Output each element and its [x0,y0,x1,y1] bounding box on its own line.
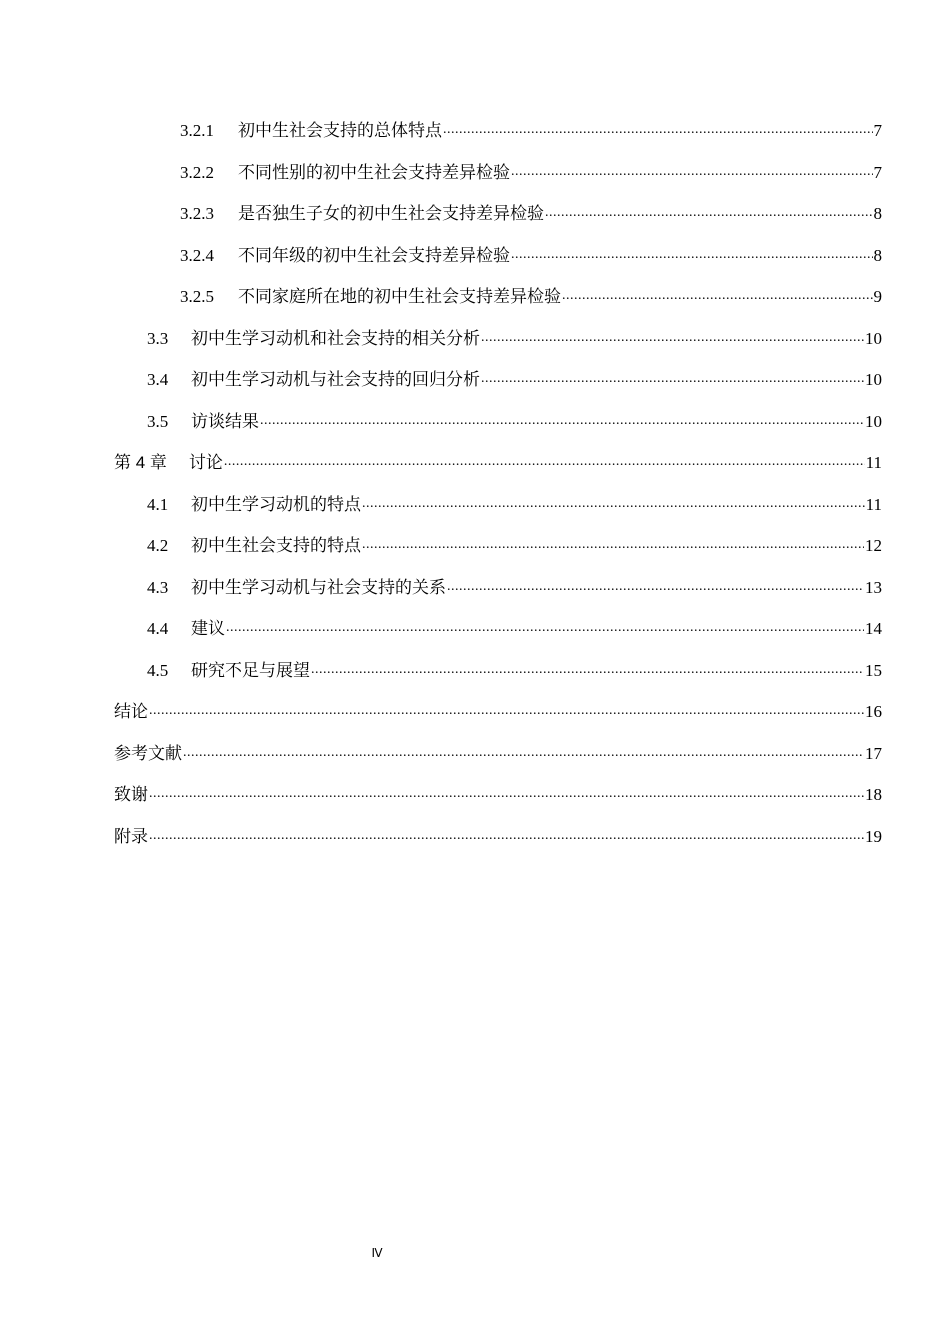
toc-entry-number: 第 4 章 [114,453,167,472]
dot-leader [481,316,864,359]
toc-entry-page: 7 [873,121,882,140]
toc-entry-3-4[interactable] [114,359,882,401]
toc-entry-page: 7 [873,162,882,182]
toc-entry-3-2-1[interactable] [114,110,882,152]
dot-leader [511,150,873,193]
toc-entry-page: 14 [865,619,882,638]
toc-entry-4-1[interactable] [114,484,882,526]
toc-entry-number: 3.2.4 [180,245,214,265]
toc-entry-page: 17 [865,743,882,763]
dot-leader [224,440,865,483]
toc-entry-number: 3.2.3 [180,204,214,223]
toc-entry-number: 3.5 [147,411,169,431]
toc-entry-appendix[interactable] [114,816,882,858]
toc-entry-references[interactable] [114,733,882,775]
toc-entry-title: 初中生学习动机与社会支持的回归分析 [191,370,480,390]
toc-entry-page: 11 [865,494,882,514]
toc-entry-page: 9 [873,287,882,306]
dot-leader [511,233,873,276]
toc-entry-number: 4.2 [147,536,169,555]
toc-entry-title: 研究不足与展望 [191,660,310,681]
toc-entry-page: 10 [865,411,882,431]
toc-entry-title: 建议 [191,619,225,639]
toc-entry-page: 10 [865,370,882,389]
toc-entry-title: 不同家庭所在地的初中生社会支持差异检验 [238,287,561,307]
dot-leader [443,108,873,151]
toc-entry-number: 3.2.2 [180,162,214,182]
dot-leader [362,523,864,566]
dot-leader [149,689,864,732]
toc-entry-3-2-4[interactable] [114,235,882,277]
table-of-contents [114,110,882,857]
toc-entry-conclusion[interactable] [114,691,882,733]
dot-leader [149,814,864,857]
toc-entry-title: 初中生学习动机的特点 [191,494,361,515]
toc-entry-number: 4.4 [147,619,169,638]
toc-entry-page: 11 [865,453,882,472]
toc-entry-4-3[interactable] [114,567,882,609]
toc-entry-title: 是否独生子女的初中生社会支持差异检验 [238,204,544,224]
dot-leader [226,606,864,649]
toc-entry-3-3[interactable] [114,318,882,360]
toc-entry-4-4[interactable] [114,608,882,650]
dot-leader [362,482,865,525]
toc-entry-title: 致谢 [114,785,148,805]
dot-leader [260,399,864,442]
dot-leader [481,357,864,400]
dot-leader [183,731,864,774]
dot-leader [447,565,864,608]
toc-entry-page: 19 [865,826,882,846]
toc-entry-3-2-2[interactable] [114,152,882,194]
dot-leader [545,191,873,234]
toc-entry-page: 8 [873,204,882,223]
toc-entry-title: 不同年级的初中生社会支持差异检验 [238,245,510,266]
toc-entry-page: 10 [865,328,882,348]
toc-entry-page: 12 [865,536,882,555]
toc-entry-page: 8 [873,245,882,265]
toc-entry-3-2-5[interactable] [114,276,882,318]
toc-entry-page: 15 [865,660,882,680]
toc-entry-title: 不同性别的初中生社会支持差异检验 [238,162,510,183]
toc-entry-number: 4.3 [147,577,169,597]
dot-leader [562,274,873,317]
toc-entry-title: 附录 [114,826,148,847]
toc-entry-chapter-4[interactable] [114,442,882,484]
toc-entry-number: 3.2.5 [180,287,214,306]
toc-entry-title: 结论 [114,702,148,722]
toc-entry-title: 讨论 [188,453,223,473]
dot-leader [311,648,864,691]
toc-entry-number: 3.2.1 [180,121,214,140]
toc-entry-page: 16 [865,702,882,721]
toc-entry-title: 初中生学习动机与社会支持的关系 [191,577,446,598]
toc-entry-title: 参考文献 [114,743,182,764]
toc-entry-4-2[interactable] [114,525,882,567]
toc-entry-3-5[interactable] [114,401,882,443]
toc-entry-title: 访谈结果 [191,411,259,432]
toc-entry-3-2-3[interactable] [114,193,882,235]
toc-entry-number: 4.5 [147,660,169,680]
toc-entry-title: 初中生学习动机和社会支持的相关分析 [191,328,480,349]
toc-entry-number: 3.3 [147,328,169,348]
toc-entry-title: 初中生社会支持的总体特点 [238,121,442,141]
toc-entry-page: 18 [865,785,882,804]
toc-entry-number: 3.4 [147,370,169,389]
toc-entry-number: 4.1 [147,494,169,514]
toc-entry-4-5[interactable] [114,650,882,692]
page-number-footer: Ⅳ [371,1246,383,1260]
toc-entry-page: 13 [865,577,882,597]
dot-leader [149,772,864,815]
toc-entry-acknowledgements[interactable] [114,774,882,816]
toc-entry-title: 初中生社会支持的特点 [191,536,361,556]
